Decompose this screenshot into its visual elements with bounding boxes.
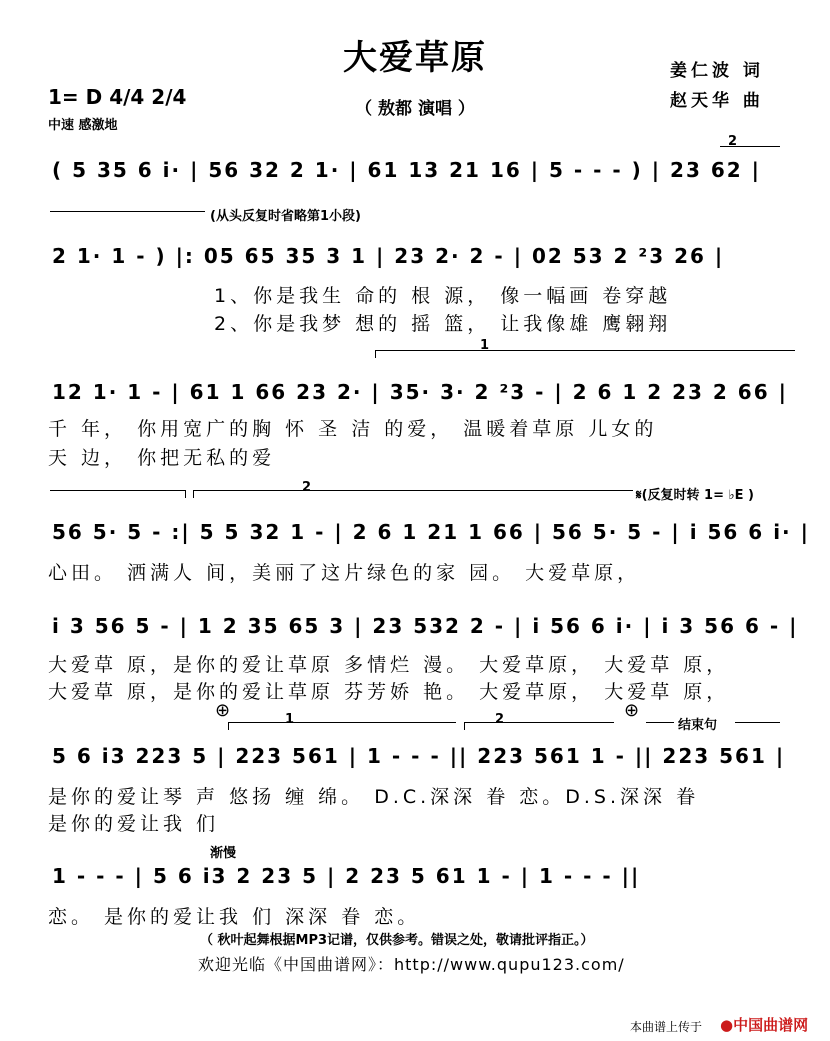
lyric-line: 恋。 是你的爱让我 们 深深 眷 恋。 [48,906,421,928]
lyric-line: 2、你是我梦 想的 摇 篮， 让我像雄 鹰翱翔 [214,313,672,335]
notation-row-3: 12 1· 1 - | 61 1 66 23 2· | 35· 3· 2 ²3 - | 2 6 1 2 23 2 66 | [52,380,788,404]
lyric-line: 是你的爱让琴 声 悠扬 缠 绵。 D.C.深深 眷 恋。D.S.深深 眷 [48,786,700,808]
lyric-line: 心田。 洒满人 间，美丽了这片绿色的家 园。 大爱草原， [48,562,641,584]
song-title: 大爱草原 [343,38,487,78]
lyric-line: 是你的爱让我 们 [48,813,220,835]
volta-marker: 2 [302,480,312,495]
tempo-marking-slow: 渐慢 [210,846,237,861]
notation-row-6: 5 6 i3 223 5 | 223 561 | 1 - - - || 223 561 1 - || 223 561 | [52,744,786,768]
segno-note: 𝄋(反复时转 1= ♭E ) [636,488,755,503]
notation-row-4: 56 5· 5 - :| 5 5 32 1 - | 2 6 1 21 1 66 | 56 5· 5 - | i 56 6 i· | [52,520,810,544]
coda-icon: ⊕ [624,700,640,721]
coda-icon: ⊕ [215,700,231,721]
lyric-line: 千 年， 你用宽广的胸 怀 圣 洁 的爱， 温暖着草原 儿女的 [48,418,658,440]
upload-note: 本曲谱上传于 [630,1020,703,1034]
key-signature: 1= D 4/4 2/4 [48,85,187,109]
lyric-line: 大爱草 原，是你的爱让草原 芬芳娇 艳。 大爱草原， 大爱草 原， [48,681,730,703]
singer-credit: （ 敖都 演唱 ） [355,99,475,119]
brand-name: 中国曲谱网 [733,1016,809,1034]
notation-row-1: ( 5 35 6 i· | 56 32 2 1· | 61 13 21 16 | 5 - - - ) | 23 62 | [52,158,761,182]
website-welcome: 欢迎光临《中国曲谱网》：http://www.qupu123.com/ [198,955,625,974]
notation-row-2: 2 1· 1 - ) |: 05 65 35 3 1 | 23 2· 2 - | 02 53 2 ²3 26 | [52,244,725,268]
volta-marker: 2 [495,712,505,727]
brand-logo: ●中国曲谱网 [720,1016,809,1034]
composer-credit: 赵天华 曲 [670,91,764,111]
lyric-line: 大爱草 原，是你的爱让草原 多情烂 漫。 大爱草原， 大爱草 原， [48,654,730,676]
ending-label: 结束句 [678,718,718,733]
volta-marker: 1 [285,712,295,727]
notation-row-7: 1 - - - | 5 6 i3 2 23 5 | 2 23 5 61 1 - | 1 - - - || [52,864,641,888]
lyricist-credit: 姜仁波 词 [670,61,764,81]
tempo-marking: 中速 感激地 [48,118,118,133]
transcription-note: （ 秋叶起舞根据MP3记谱，仅供参考。错误之处，敬请批评指正。） [200,933,594,948]
volta-marker: 1 [480,338,490,353]
lyric-line: 1、你是我生 命的 根 源， 像一幅画 卷穿越 [214,285,672,307]
notation-row-5: i 3 56 5 - | 1 2 35 65 3 | 23 532 2 - | i 56 6 i· | i 3 56 6 - | [52,614,799,638]
lyric-line: 天 边， 你把无私的爱 [48,447,276,469]
volta-marker: 2 [728,134,738,149]
repeat-note: (从头反复时省略第1小段) [210,209,361,224]
